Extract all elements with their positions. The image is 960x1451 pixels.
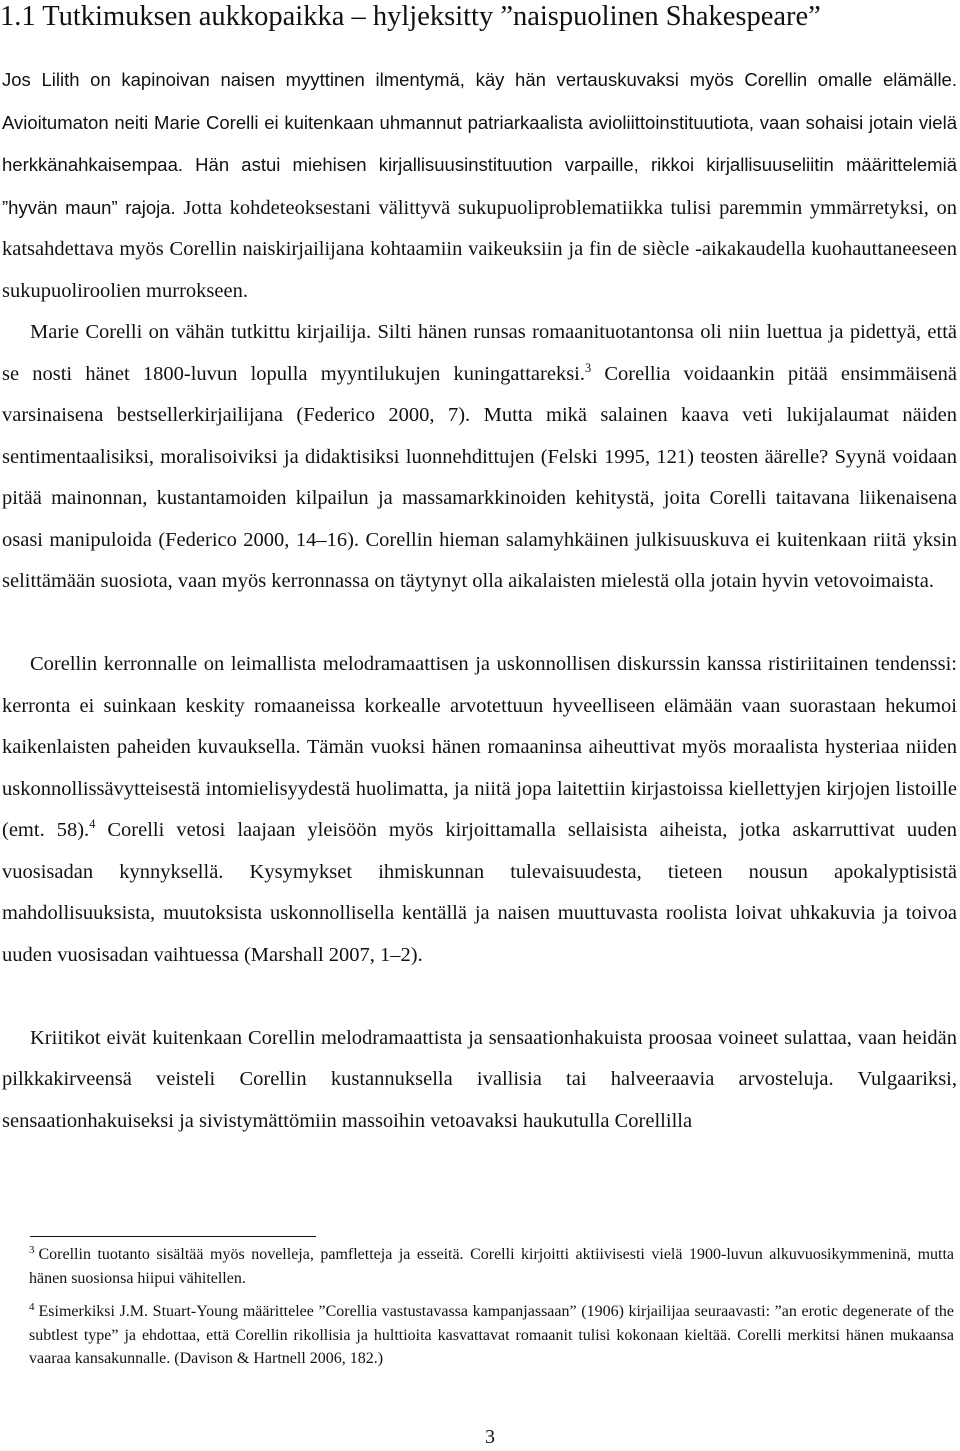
footnote-4-number: 4 <box>29 1300 35 1313</box>
footnote-ref-3[interactable]: 3 <box>585 360 592 375</box>
paragraph-3-start: Corellin kerronnalle on leimallista melodramaattisen ja uskonnollisen diskurssin kanssa ristiriitainen tendenssi: kerronta ei suinkaan keskity romaaneissa korkealle arvotettuun hyveelliseen elämään vaan suorastaan hekumoi kaikenlaisten paheiden kuvauksella. Tämän vuoksi hänen romaaninsa aiheuttivat myös moraalista hysteriaa niiden uskonnollissävytteisestä intomielisyydestä huolimatta, ja niitä jopa laitettiin kirjastoissa kiellettyjen kirjojen listoille (emt. 58). <box>2 653 957 841</box>
body-text <box>2 59 957 1142</box>
footnote-4-text: Esimerkiksi J.M. Stuart-Young määrittelee ”Corellia vastustavassa kampanjassaan” (1906) kirjailijaa seuraavasti: ”an erotic degenerate of the subtlest type” ja ehdottaa, että Corellin rikollisia ja hulttioita kasvattavat romaanit tulisi kokonaan kieltää. Corelli merkitsi hänen mukaansa vaaraa kansakunnalle. (Davison & Hartnell 2006, 182.) <box>29 1303 954 1367</box>
paragraph-1-serif: Jotta kohdeteoksestani välittyvä sukupuoliproblematiikka tulisi paremmin ymmärretyksi, on katsahdettava myös Corellin naiskirjailijana kohtaamiin vaikeuksiin ja fin de siècle -aikakaudella kuohauttaneeseen sukupuoliroolien murrokseen. <box>2 196 957 302</box>
footnote-3-number: 3 <box>29 1243 35 1256</box>
footnote-3-text: Corellin tuotanto sisältää myös novelleja, pamfletteja ja esseitä. Corelli kirjoitti aktiivisesti vielä 1900-luvun alkuvuosikymmeninä, mutta hänen suosionsa hiipui vähitellen. <box>29 1246 954 1287</box>
page-number: 3 <box>485 1426 495 1448</box>
paragraph-1-sans: Jos Lilith on kapinoivan naisen myyttinen ilmentymä, käy hän vertauskuvaksi myös Corellin omalle elämälle. Avioitumaton neiti Marie Corelli ei kuitenkaan uhmannut patriarkaalista avioliittoinstituutiota, vaan sohaisi jotain vielä herkkänahkaisempaa. Hän astui miehisen kirjallisuusinstituution varpaille, rikkoi kirjallisuuseliitin määrittelemiä ”hyvän maun” rajoja. <box>2 69 957 218</box>
section-heading: 1.1 Tutkimuksen aukkopaikka – hyljeksitty ”naispuolinen Shakespeare” <box>0 1 821 32</box>
footnote-divider <box>30 1236 316 1237</box>
paragraph-2-start: Marie Corelli on vähän tutkittu kirjailija. Silti hänen runsas romaanituotantonsa oli niin luettua ja pidettyä, että se nosti hänet 1800-luvun lopulla myyntilukujen kuningattareksi. <box>2 321 957 385</box>
footnote-3 <box>29 1243 954 1290</box>
paragraph-3-rest: Corelli vetosi laajaan yleisöön myös kirjoittamalla sellaisista aiheista, jotka askarruttivat uuden vuosisadan kynnyksellä. Kysymykset ihmiskunnan tulevaisuudesta, tieteen nousun apokalyptisistä mahdollisuuksista, muutoksista uskonnollisella kentällä ja naisen muuttuvasta roolista loivat uhkakuvia ja toivoa uuden vuosisadan vaihtuessa (Marshall 2007, 1–2). <box>2 819 957 966</box>
footnote-4 <box>29 1300 954 1371</box>
paragraph-2-rest: Corellia voidaankin pitää ensimmäisenä varsinaisena bestsellerkirjailijana (Federico 2000, 7). Mutta mikä salainen kaava veti lukijalaumat näiden sentimentaalisiksi, moralisoiviksi ja didaktisiksi luonnehdittujen (Felski 1995, 121) teosten äärelle? Syynä voidaan pitää mainonnan, kustantamoiden kilpailun ja massamarkkinoiden kehitystä, joita Corelli taitavana liikenaisena osasi manipuloida (Federico 2000, 14–16). Corellin hieman salamyhkäinen julkisuuskuva ei kuitenkaan riitä yksin selittämään suosiota, vaan myös kerronnassa on täytynyt olla aikalaisten mielestä olla jotain hyvin vetovoimaista. <box>2 362 957 592</box>
paragraph-4: Kriitikot eivät kuitenkaan Corellin melodramaattista ja sensaationhakuista proosaa voineet sulattaa, vaan heidän pilkkakirveensä veisteli Corellin kustannuksella ivallisia tai halveeraavia arvosteluja. Vulgaariksi, sensaationhakuiseksi ja sivistymättömiin massoihin vetoavaksi haukutulla Corellilla <box>2 1026 957 1132</box>
footnote-ref-4[interactable]: 4 <box>89 817 96 832</box>
